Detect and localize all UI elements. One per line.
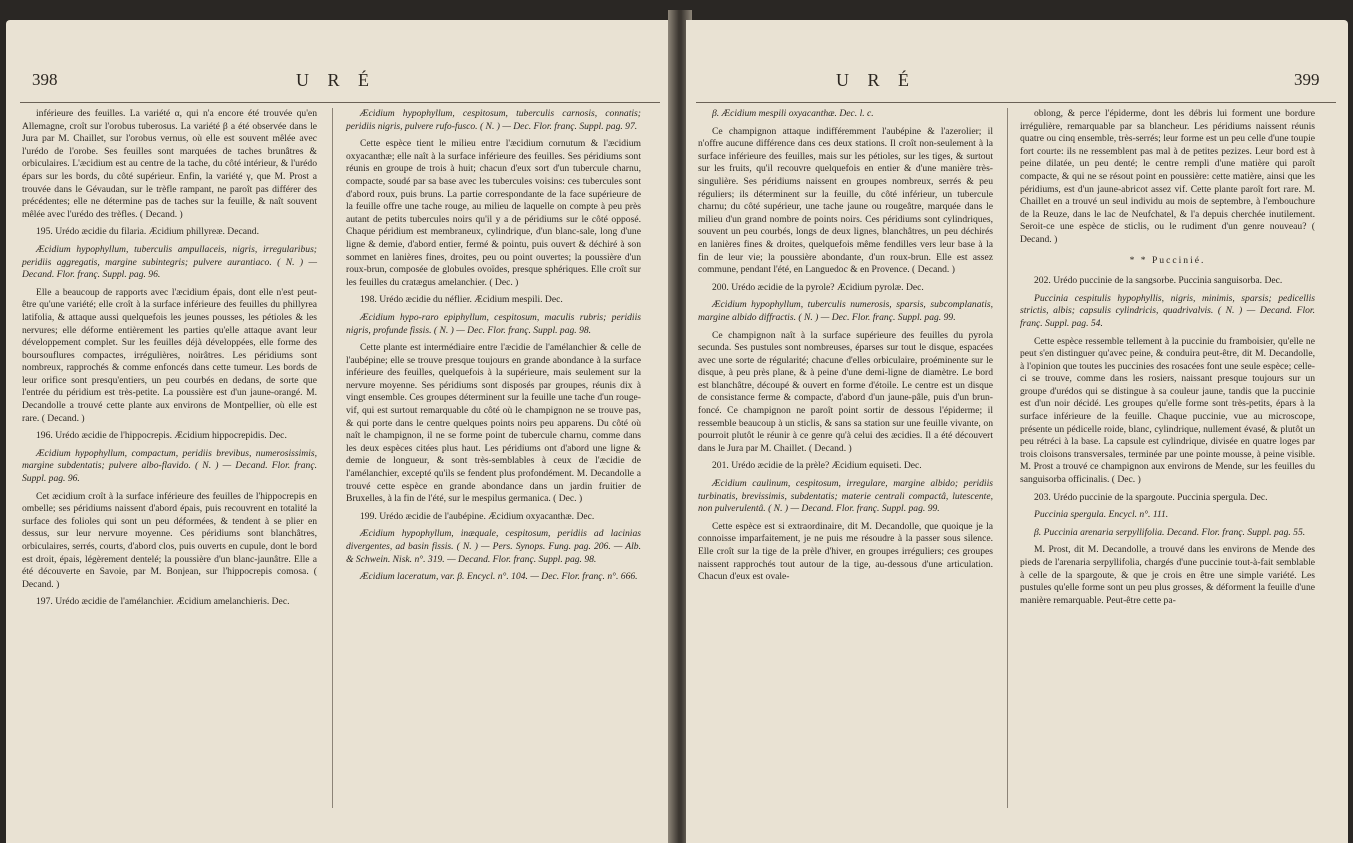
- text-column-1: [22, 108, 317, 614]
- paragraph: Æcidium hypophyllum, inæquale, cespitosum, peridiis ad lacinias divergentes, ad basin fissis. ( N. ) — Pers. Synops. Fung. pag. 206. — Alb. & Schwein. Nisk. n°. 319. — Decand. Flor. franç. Suppl. pag. 98.: [346, 528, 641, 565]
- column-divider: [1007, 108, 1008, 808]
- paragraph: Cette espèce est si extraordinaire, dit M. Decandolle, que quoique je la connoisse imparfaitement, je ne puis me résoudre à la passer sous silence. Elle croît sur la tige de la prèle d'hiver, en groupes irréguliers; ces groupes naissent rapprochés tout autour de la tige, au-dessous d'une articulation. Chacun d'eux est ovale-: [698, 520, 993, 583]
- column-divider: [332, 108, 333, 808]
- paragraph: Ce champignon attaque indifféremment l'aubépine & l'azerolier; il n'offre aucune différence dans ces deux stations. Il croît non-seulement à la surface inférieure des feuilles, mais sur les pétioles, sur les tiges, & surtout sur les fruits, qu'il recouvre quelquefois en entier & d'une manière très-singulière. Ses péridiums naissent en groupes nombreux, serrés & peu réguliers; ils déterminent sur la feuille, du côté inférieur, un tubercule charnu; du côté supérieur, une tache jaune ou rougeâtre, marquée dans le milieu d'un grand nombre de points noirs. Ces péridiums sont cylindriques, souvent un peu courbés, longs de deux lignes, blanchâtres, un peu déchirés en lanières fines & droites, quelquefois même fendilles vers leur base à la fin de leur vie; la poussière abondante, d'un roux-brun. Elle est assez commune, pendant l'été, en Languedoc & en Provence. ( Decand. ): [698, 125, 993, 276]
- paragraph: Æcidium laceratum, var. β. Encycl. n°. 104. — Dec. Flor. franç. n°. 666.: [360, 571, 638, 583]
- left-page: [6, 20, 674, 843]
- paragraph: 195. Urédo æcidie du filaria. Æcidium phillyreæ. Decand.: [36, 226, 259, 238]
- paragraph: Æcidium hypophyllum, compactum, peridiis brevibus, numerosissimis, margine subdentatis; pulvere albo-flavido. ( N. ) — Decand. Flor. franç. Suppl. pag. 96.: [22, 447, 317, 485]
- paragraph: Æcidium hypo-raro epiphyllum, cespitosum, maculis rubris; peridiis nigris, profunde fissis. ( N. ) — Dec. Flor. franç. Suppl. pag. 98.: [346, 311, 641, 336]
- paragraph: 203. Urédo puccinie de la spargoute. Puccinia spergula. Dec.: [1034, 491, 1268, 503]
- paragraph: Cette espèce tient le milieu entre l'æcidium cornutum & l'æcidium oxyacanthæ; elle naît à la surface inférieure des feuilles. Ses péridiums sont réunis en groupe de trois à huit; chacun d'eux sort d'un tubercule charnu, compacte, soudé par sa base avec les tubercules voisins: ces tubercules sont d'abord roux, puis bruns. La partie correspondante de la face supérieure de la feuille offre une tache rouge, au milieu de laquelle on compte à peu près autant de petits tubercules noirs qu'il y a de péridiums sur le côté opposé. Chaque péridium est membraneux, cylindrique, d'un blanc-sale, long d'une ligne & demie, d'abord entier, fermé & pointu, puis ouvert & déchiré à son sommet en lanières fines, droites, peu ou point ouvertes; la poussière d'un roux-brun, composée de globules ovoïdes, presque sphériques. Elle croît sur les feuilles du cratægus amelanchier. ( Dec. ): [346, 138, 641, 288]
- header-rule: [20, 102, 660, 103]
- paragraph: Æcidium hypophyllum, tuberculis numerosis, sparsis, subcomplanatis, margine albido diffractis. ( N. ) — Dec. Flor. franç. Suppl. pag. 99.: [698, 299, 993, 323]
- text-column-2: [346, 108, 641, 589]
- running-header: U R É: [296, 70, 376, 90]
- paragraph: 196. Urédo æcidie de l'hippocrepis. Æcidium hippocrepidis. Dec.: [36, 430, 287, 442]
- paragraph: 199. Urédo æcidie de l'aubépine. Æcidium oxyacanthæ. Dec.: [360, 510, 595, 522]
- paragraph: Cette espèce ressemble tellement à la puccinie du framboisier, qu'elle ne peut s'en distinguer qu'avec peine, & conduira peut-être, dit M. Decandolle, à l'opinion que toutes les puccinies des rosacées font une seule espèce; celle-ci se trouve, comme dans les rosiers, naissant presque toujours sur un groupe d'urédos qui se distingue à sa couleur jaune, tandis que la puccinie est d'un noir décidé. Les groupes qu'elle forme sont très-petits, épars à la surface inférieure de la feuille. Chaque puccinie, vue au microscope, présente un pédicelle roide, blanc, cylindrique, nullement évasé, & plutôt un peu rétréci à la base. La capsule est cylindrique, divisée en quatre loges par trois cloisons transversales, terminée par une pointe mousse, à peine visible. M. Prost a trouvé ce champignon aux environs de Mende, sur les feuilles du sanguisorba officinalis. ( Dec. ): [1020, 335, 1315, 486]
- page-number: 398: [32, 70, 58, 89]
- header-rule: [696, 102, 1336, 103]
- paragraph: β. Puccinia arenaria serpyllifolia. Decand. Flor. franç. Suppl. pag. 55.: [1034, 526, 1306, 538]
- paragraph: Cet æcidium croît à la surface inférieure des feuilles de l'hippocrepis en ombelle; ses péridiums naissent d'abord épais, puis recouvrent en totalité la surface des folioles qui sont un peu déformées, & tendent à se plier en dessus, sur leur nervure moyenne. Ces péridiums sont blanchâtres, orbiculaires, serrés, courts, d'abord clos, puis ouverts en cupule, dont le bord est droit, épais, légèrement dentelé; la poussière d'un blanc-jaunâtre. Elle a été découverte en Savoie, par M. Bonjean, sur l'hippocrepis comosa. ( Decand. ): [22, 490, 317, 590]
- paragraph: * * Puccinié.: [1129, 254, 1206, 266]
- paragraph: inférieure des feuilles. La variété α, qui n'a encore été trouvée qu'en Allemagne, croît sur l'orobus tuberosus. La variété β a été observée dans le Jura par M. Chaillet, sur l'orobus vernus, où elle est souvent mêlée avec l'urédo de l'orobe. Ses feuilles sont marquées de taches brunâtres & orbiculaires. L'æcidium est au centre de la tache, du côté intérieur, & l'urédo épars sur les bords, du côté supérieur. Enfin, la variété γ, que M. Prost a trouvée dans le Gévaudan, sur le trèfle rampant, ne paroît pas différer des précédentes; elle ne détermine pas de taches sur la feuille, & naît souvent mêlée avec l'urédo des trèfles. ( Decand. ): [22, 108, 317, 220]
- right-page: [686, 20, 1348, 843]
- paragraph: Æcidium hypophyllum, cespitosum, tuberculis carnosis, connatis; peridiis nigris, pulvere rufo-fusco. ( N. ) — Dec. Flor. franç. Suppl. pag. 97.: [346, 108, 641, 132]
- paragraph: 198. Urédo æcidie du néflier. Æcidium mespili. Dec.: [360, 294, 563, 306]
- page-number: 399: [1294, 70, 1320, 89]
- paragraph: 201. Urédo æcidie de la prèle? Æcidium equiseti. Dec.: [712, 460, 922, 472]
- paragraph: Æcidium hypophyllum, tuberculis ampullaceis, nigris, irregularibus; peridiis aggregatis, margine subintegris; pulvere aurantiaco. ( N. ) — Decand. Flor. franç. Suppl. pag. 96.: [22, 243, 317, 281]
- paragraph: β. Æcidium mespili oxyacanthæ. Dec. l. c.: [712, 108, 874, 119]
- paragraph: Cette plante est intermédiaire entre l'æcidie de l'amélanchier & celle de l'aubépine; elle se trouve presque toujours en grande abondance à la surface inférieure des feuilles, quelquefois à la supérieure, mais seulement sur la nervure moyenne. Ses péridiums sont disposés par groupes, réunis dix à vingt ensemble. Ces groupes déterminent sur la feuille une tache d'un rouge-vif, qui est surtout remarquable du côté où le champignon ne se trouve pas, & qui porte dans le centre quelques points noirs peu apparens. Du côté où naît le champignon, il ne se forme point de tubercule charnu, comme dans les deux espèces citées plus haut. Les péridiums ont d'abord une ligne & demie de longueur, & sont très-semblables à ceux de l'æcidie de l'amélanchier, excepté qu'ils se fendent plus profondément. M. Decandolle a trouvé cette espèce en grande abondance dans un jardin fruitier de Bruxelles, à la fin de l'été, sur le mespilus germanica. ( Dec. ): [346, 342, 641, 505]
- paragraph: oblong, & perce l'épiderme, dont les débris lui forment une bordure irrégulière, remarquable par sa blancheur. Les péridiums naissent réunis quatre ou cinq ensemble, très-serrés; leur forme est un peu celle d'une toupie fort courte: ils ne ressemblent pas mal à de petites pezizes. Leur bord est à peine dilatée, un peu denté; le centre rempli d'une matière qui paroît compacte, & qui ne se résout point en poussière: cette matière, ainsi que les péridiums, est d'un jaune-abricot assez vif. Cette plante paroît fort rare. M. Chaillet en a trouvé un seul individu au mois de septembre, à l'embouchure de la Reuze, dans le lac de Neufchatel, & l'a depuis cherchée inutilement. Seroit-ce une espèce de sticlis, ou le rudiment d'un genre nouveau? ( Decand. ): [1020, 108, 1315, 245]
- text-column-2: [1020, 108, 1315, 612]
- paragraph: Æcidium caulinum, cespitosum, irregulare, margine albido; peridiis turbinatis, brevissimis, subdentatis; materie centrali compactâ, lutescente, non pulverulentâ. ( N. ) — Decand. Flor. franç. Suppl. pag. 99.: [698, 478, 993, 515]
- paragraph: Elle a beaucoup de rapports avec l'æcidium épais, dont elle n'est peut-être qu'une variété; elle croît à la surface inférieure des feuilles du phillyrea latifolia, & attaque aussi quelquefois les jeunes pousses, les pétioles & les nervures; elle déforme entièrement les parties qu'elle attaque avant leur développement complet. Sur les feuilles déjà développées, elle forme des boursouflures compactes, irrégulières, noirâtres. Les péridiums sont nombreux, rapprochés & comme enfoncés dans cette tumeur. Les bords de leur orifice sont presqu'entiers, un peu courbés en dedans, de sorte que l'entrée du péridium est très-petite. La poussière est d'un jaune-orangé. M. Decandolle a trouvé cette plante aux environs de Montpellier, où elle est rare. ( Decand. ): [22, 286, 317, 424]
- paragraph: M. Prost, dit M. Decandolle, a trouvé dans les environs de Mende des pieds de l'arenaria serpyllifolia, chargés d'une puccinie tout-à-fait semblable à celle de la spargoute, & que je crois en être une simple variété. Les pustules qu'elle forme sont un peu plus grosses, & déforment la feuille d'une manière remarquable. Peut-être cette pa-: [1020, 544, 1315, 606]
- paragraph: Ce champignon naît à la surface supérieure des feuilles du pyrola secunda. Ses pustules sont nombreuses, éparses sur tout le disque, espacées avec une sorte de régularité; chacune d'elles orbiculaire, proéminente sur le disque, à peu près plane, & à peine d'une demi-ligne de diamètre. Le bord est blanchâtre, découpé & ouvert en forme d'étoile. Le centre est un disque de consistance ferme & compacte, d'abord d'un jaune-pâle, puis d'un brun-foncé. Ce champignon ne paroît point sortir de dessous l'épiderme; il ressemble beaucoup à un sticlis, & sans sa station sur une feuille vivante, on pourroit plutôt le réunir à ce genre qu'à celui des æcidies. Il a été découvert dans le Jura par M. Chaillet. ( Decand. ): [698, 329, 993, 454]
- paragraph: Puccinia cespitulis hypophyllis, nigris, minimis, sparsis; pedicellis strictis, albis; capsulis cylindricis, quadrivalvis. ( N. ) — Decand. Flor. franç. Suppl. pag. 54.: [1020, 292, 1315, 329]
- paragraph: 200. Urédo æcidie de la pyrole? Æcidium pyrolæ. Dec.: [712, 281, 924, 293]
- paragraph: 202. Urédo puccinie de la sangsorbe. Puccinia sanguisorba. Dec.: [1034, 275, 1283, 287]
- paragraph: 197. Urédo æcidie de l'amélanchier. Æcidium amelanchieris. Dec.: [36, 596, 290, 608]
- paragraph: Puccinia spergula. Encycl. n°. 111.: [1034, 509, 1169, 521]
- running-header: U R É: [836, 70, 916, 90]
- text-column-1: [698, 108, 993, 589]
